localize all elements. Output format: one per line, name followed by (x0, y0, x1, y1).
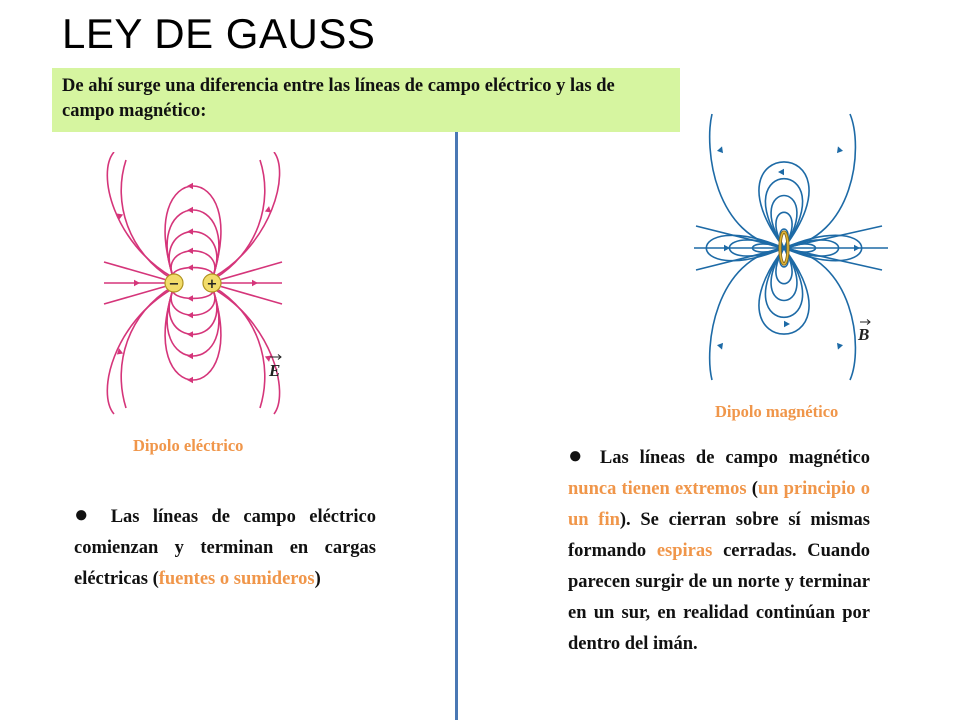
field-arrow (717, 145, 725, 153)
field-arrow (835, 343, 843, 351)
field-arrow (724, 245, 730, 251)
electric-dipole-diagram (90, 152, 300, 422)
magnetic-dipole-caption: Dipolo magnético (715, 402, 839, 421)
electric-field-symbol: E (269, 361, 281, 380)
field-arrow (187, 264, 193, 270)
vertical-divider (455, 132, 458, 720)
field-line (107, 289, 172, 414)
field-line (771, 248, 797, 301)
electric-field-paragraph (74, 502, 376, 595)
field-arrow (784, 321, 790, 327)
magnetic-text-2: ( (746, 479, 758, 499)
field-arrow (187, 377, 193, 383)
intro-banner: De ahí surge una diferencia entre las líneas de campo eléctrico y las de campo magnético: (52, 68, 680, 132)
magnetic-highlight-3: espiras (656, 541, 713, 561)
field-line (121, 287, 172, 408)
field-arrow (854, 245, 860, 251)
electric-dipole-caption: Dipolo eléctrico (133, 436, 244, 455)
field-arrow (187, 331, 193, 337)
bullet-icon: ● (568, 443, 589, 469)
field-line (221, 262, 282, 280)
negative-charge (165, 274, 183, 292)
electric-text-2: ) (314, 569, 321, 589)
field-arrow (187, 228, 193, 234)
field-line (107, 152, 172, 277)
electric-field-lines (104, 152, 282, 414)
magnetic-field-symbol: B (858, 325, 870, 344)
field-line (771, 196, 797, 249)
bullet-icon: ● (74, 502, 98, 528)
field-arrow (187, 248, 193, 254)
magnetic-field-label (857, 320, 870, 345)
field-line (104, 287, 165, 305)
field-line (784, 248, 882, 270)
slide-title: LEY DE GAUSS (62, 10, 376, 57)
negative-charge-sign: − (168, 277, 180, 292)
field-line (776, 248, 792, 284)
field-line (104, 262, 165, 280)
field-line (214, 289, 280, 414)
positive-charge-sign: + (206, 277, 218, 292)
field-arrow (717, 343, 725, 351)
electric-text-1: Las líneas de campo eléctrico comienzan y terminan en cargas eléctricas ( (74, 507, 376, 589)
field-arrow (778, 169, 784, 175)
field-arrow (187, 312, 193, 318)
positive-charge (203, 274, 221, 292)
field-arrow (252, 280, 258, 286)
magnetic-dipole-diagram (690, 112, 890, 382)
magnetic-text-3: ). Se cierran sobre sí mismas formando (568, 510, 870, 561)
electric-highlight: fuentes o sumideros (158, 569, 315, 589)
field-arrow (187, 183, 193, 189)
field-line (214, 287, 265, 408)
field-arrow (187, 353, 193, 359)
field-arrow (187, 295, 193, 301)
field-arrow (134, 280, 140, 286)
field-arrow (187, 207, 193, 213)
magnetic-field-paragraph (568, 443, 870, 660)
field-line (776, 212, 792, 248)
field-arrow (835, 145, 843, 153)
magnetic-highlight-2: un principio o un fin (568, 479, 870, 530)
field-line (214, 160, 265, 279)
field-line (221, 287, 282, 305)
magnetic-text-4: cerradas. Cuando parecen surgir de un norte y terminar en un sur, en realidad continúan por dentro del imán. (568, 541, 870, 654)
magnetic-highlight-1: nunca tienen extremos (568, 479, 747, 499)
magnetic-text-1: Las líneas de campo magnético (599, 448, 871, 468)
field-line (121, 160, 172, 279)
field-line (214, 152, 280, 277)
field-line (784, 226, 882, 248)
